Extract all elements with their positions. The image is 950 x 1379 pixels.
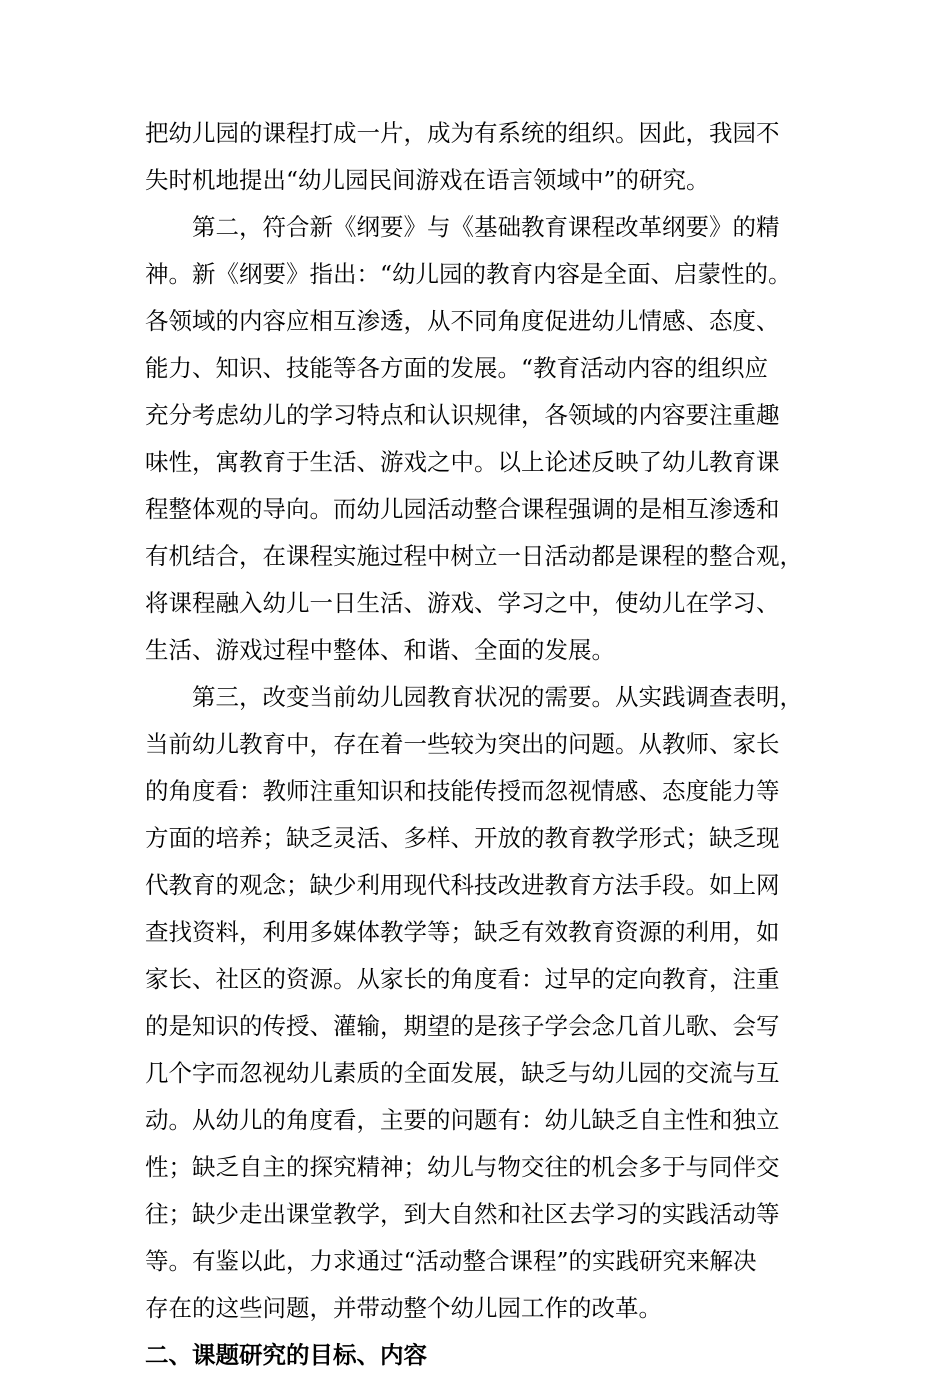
text-line: 当前幼儿教育中，存在着一些较为突出的问题。从教师、家长	[145, 730, 780, 758]
paragraph-start-line: 第三，改变当前幼儿园教育状况的需要。从实践调查表明，	[192, 683, 803, 711]
text-line: 性；缺乏自主的探究精神；幼儿与物交往的机会多于与同伴交	[145, 1153, 780, 1181]
text-line: 代教育的观念；缺少利用现代科技改进教育方法手段。如上网	[145, 871, 780, 899]
text-line: 味性，寓教育于生活、游戏之中。以上论述反映了幼儿教育课	[145, 448, 780, 476]
text-line: 失时机地提出“幼儿园民间游戏在语言领域中”的研究。	[145, 166, 710, 194]
text-line: 动。从幼儿的角度看，主要的问题有：幼儿缺乏自主性和独立	[145, 1106, 780, 1134]
text-line: 生活、游戏过程中整体、和谐、全面的发展。	[145, 636, 615, 664]
text-line: 的角度看：教师注重知识和技能传授而忽视情感、态度能力等	[145, 777, 780, 805]
text-line: 家长、社区的资源。从家长的角度看：过早的定向教育，注重	[145, 965, 780, 993]
text-line: 各领域的内容应相互渗透，从不同角度促进幼儿情感、态度、	[145, 307, 780, 335]
text-line: 把幼儿园的课程打成一片，成为有系统的组织。因此，我园不	[145, 119, 780, 147]
text-line: 神。新《纲要》指出：“幼儿园的教育内容是全面、启蒙性的。	[145, 260, 792, 288]
text-line: 方面的培养；缺乏灵活、多样、开放的教育教学形式；缺乏现	[145, 824, 780, 852]
text-line: 往；缺少走出课堂教学，到大自然和社区去学习的实践活动等	[145, 1200, 780, 1228]
text-line: 查找资料，利用多媒体教学等；缺乏有效教育资源的利用，如	[145, 918, 780, 946]
text-line: 等。有鉴以此，力求通过“活动整合课程”的实践研究来解决	[145, 1247, 757, 1275]
text-line: 有机结合，在课程实施过程中树立一日活动都是课程的整合观，	[145, 542, 803, 570]
text-line: 能力、知识、技能等各方面的发展。“教育活动内容的组织应	[145, 354, 769, 382]
section-heading: 二、课题研究的目标、内容	[145, 1341, 427, 1369]
text-line: 充分考虑幼儿的学习特点和认识规律，各领域的内容要注重趣	[145, 401, 780, 429]
document-body	[145, 110, 805, 1379]
paragraph-start-line: 第二，符合新《纲要》与《基础教育课程改革纲要》的精	[192, 213, 780, 241]
text-line: 程整体观的导向。而幼儿园活动整合课程强调的是相互渗透和	[145, 495, 780, 523]
text-line: 的是知识的传授、灌输，期望的是孩子学会念几首儿歌、会写	[145, 1012, 780, 1040]
text-line: 将课程融入幼儿一日生活、游戏、学习之中，使幼儿在学习、	[145, 589, 780, 617]
text-line: 存在的这些问题，并带动整个幼儿园工作的改革。	[145, 1294, 662, 1322]
text-line: 几个字而忽视幼儿素质的全面发展，缺乏与幼儿园的交流与互	[145, 1059, 780, 1087]
